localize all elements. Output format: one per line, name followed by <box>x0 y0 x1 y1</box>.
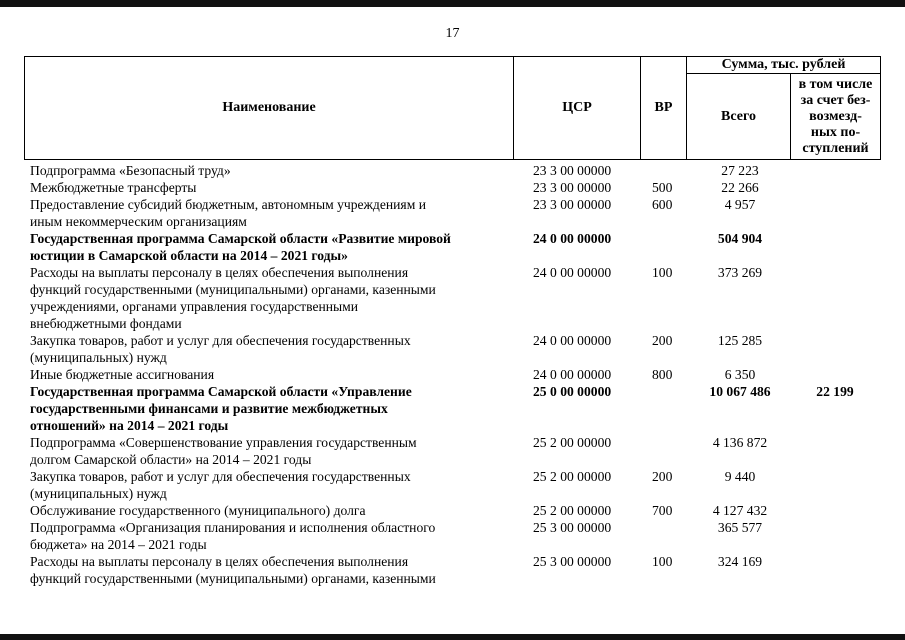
row-total: 4 127 432 <box>712 503 768 518</box>
row-name-line: (муниципальных) нужд <box>30 350 167 365</box>
row-csr: 24 0 00 00000 <box>533 265 612 280</box>
table-row <box>0 196 905 230</box>
row-total: 9 440 <box>724 469 756 484</box>
table-row <box>0 230 905 264</box>
row-name-line: Предоставление субсидий бюджетным, автономным учреждениям и <box>30 197 426 212</box>
row-vr: 600 <box>652 197 673 212</box>
table-row <box>0 162 905 179</box>
row-name-line: государственными финансами и развитие межбюджетных <box>30 401 388 416</box>
row-name-line: Подпрограмма «Безопасный труд» <box>30 163 231 178</box>
header-name: Наименование <box>222 100 316 115</box>
table-row <box>0 366 905 383</box>
row-name <box>30 196 510 230</box>
header-total: Всего <box>721 109 756 124</box>
row-name-line: учреждениями, органами управления государственными <box>30 299 359 314</box>
row-name-line: Расходы на выплаты персоналу в целях обеспечения выполнения <box>30 265 409 280</box>
row-name <box>30 162 510 179</box>
table-row <box>0 434 905 468</box>
scan-top-border <box>0 0 905 7</box>
row-total: 4 136 872 <box>712 435 768 450</box>
row-vr: 100 <box>652 265 673 280</box>
row-name <box>30 468 510 502</box>
table-row <box>0 553 905 587</box>
header-bezv-line: ступлений <box>802 141 869 156</box>
row-csr: 23 3 00 00000 <box>533 180 612 195</box>
row-total: 6 350 <box>724 367 756 382</box>
row-name <box>30 366 510 383</box>
row-csr: 25 2 00 00000 <box>533 469 612 484</box>
table-body <box>0 162 905 587</box>
row-total: 324 169 <box>717 554 763 569</box>
row-total: 27 223 <box>721 163 759 178</box>
row-name-line: функций государственными (муниципальными) органами, казенными <box>30 282 436 297</box>
row-name-line: Обслуживание государственного (муниципального) долга <box>30 503 366 518</box>
row-name <box>30 264 510 332</box>
row-csr: 25 2 00 00000 <box>533 435 612 450</box>
row-name <box>30 502 510 519</box>
row-name-line: отношений» на 2014 – 2021 годы <box>30 418 229 433</box>
row-vr: 200 <box>652 469 673 484</box>
row-name-line: Подпрограмма «Организация планирования и исполнения областного <box>30 520 436 535</box>
row-name-line: бюджета» на 2014 – 2021 годы <box>30 537 207 552</box>
row-name-line: Иные бюджетные ассигнования <box>30 367 215 382</box>
row-total: 22 266 <box>721 180 759 195</box>
row-total: 504 904 <box>717 231 763 246</box>
header-vr: ВР <box>654 100 673 115</box>
scan-bottom-border <box>0 634 905 640</box>
row-name <box>30 519 510 553</box>
row-csr: 25 0 00 00000 <box>533 384 612 399</box>
row-csr: 24 0 00 00000 <box>533 231 612 246</box>
row-vr: 100 <box>652 554 673 569</box>
header-csr: ЦСР <box>562 100 592 115</box>
row-name <box>30 553 510 587</box>
header-bezv-line: возмезд- <box>809 109 862 124</box>
row-vr: 800 <box>652 367 673 382</box>
table-row <box>0 332 905 366</box>
header-bezv-line: ных по- <box>810 125 861 140</box>
row-vr: 500 <box>652 180 673 195</box>
row-csr: 23 3 00 00000 <box>533 163 612 178</box>
row-name-line: Подпрограмма «Совершенствование управления государственным <box>30 435 417 450</box>
row-name <box>30 434 510 468</box>
header-bezv-line: в том числе <box>798 77 873 92</box>
table-row <box>0 519 905 553</box>
row-total: 373 269 <box>717 265 763 280</box>
row-csr: 25 2 00 00000 <box>533 503 612 518</box>
row-vr: 700 <box>652 503 673 518</box>
row-total: 10 067 486 <box>709 384 771 399</box>
row-name-line: функций государственными (муниципальными) органами, казенными <box>30 571 436 586</box>
row-name-line: долгом Самарской области» на 2014 – 2021 годы <box>30 452 312 467</box>
table-row <box>0 179 905 196</box>
row-name-line: Межбюджетные трансферты <box>30 180 197 195</box>
table-row <box>0 502 905 519</box>
row-name <box>30 332 510 366</box>
row-csr: 25 3 00 00000 <box>533 554 612 569</box>
row-total: 125 285 <box>717 333 763 348</box>
row-vr: 200 <box>652 333 673 348</box>
row-name-line: Закупка товаров, работ и услуг для обеспечения государственных <box>30 333 411 348</box>
header-bezv <box>791 74 880 160</box>
table-row <box>0 264 905 332</box>
row-csr: 23 3 00 00000 <box>533 197 612 212</box>
table-row <box>0 468 905 502</box>
row-csr: 24 0 00 00000 <box>533 367 612 382</box>
header-bezv-line: за счет без- <box>800 93 871 108</box>
row-csr: 24 0 00 00000 <box>533 333 612 348</box>
row-name-line: иным некоммерческим организациям <box>30 214 247 229</box>
row-name-line: внебюджетными фондами <box>30 316 182 331</box>
row-csr: 25 3 00 00000 <box>533 520 612 535</box>
table-row <box>0 383 905 434</box>
row-total: 4 957 <box>724 197 756 212</box>
header-sum: Сумма, тыс. рублей <box>721 57 846 72</box>
row-name-line: (муниципальных) нужд <box>30 486 167 501</box>
row-name <box>30 383 510 434</box>
row-name-line: юстиции в Самарской области на 2014 – 2021 годы» <box>30 248 348 263</box>
row-total: 365 577 <box>717 520 763 535</box>
row-name <box>30 230 510 264</box>
row-name-line: Государственная программа Самарской области «Развитие мировой <box>30 231 451 246</box>
row-name-line: Закупка товаров, работ и услуг для обеспечения государственных <box>30 469 411 484</box>
row-name-line: Расходы на выплаты персоналу в целях обеспечения выполнения <box>30 554 409 569</box>
row-name <box>30 179 510 196</box>
row-name-line: Государственная программа Самарской области «Управление <box>30 384 412 399</box>
row-bezv: 22 199 <box>816 384 854 399</box>
page-number: 17 <box>445 26 460 41</box>
